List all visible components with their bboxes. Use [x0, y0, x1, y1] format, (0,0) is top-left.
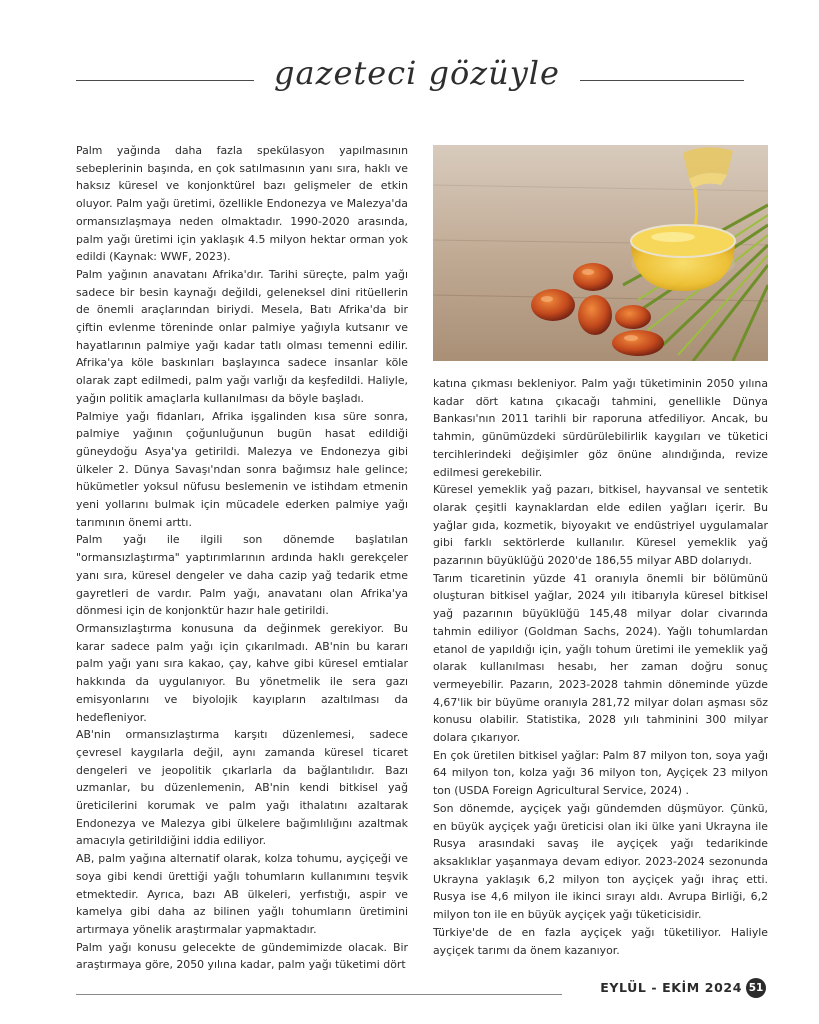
- paragraph: AB'nin ormansızlaştırma karşıtı düzenlemesi, sadece çevresel kaygılarla değil, aynı zamanda küresel ticaret dengeleri ve jeopolitik çıkarlarla da bağlantılıdır. Bazı uzmanlar, bu düzenlemenin, AB'nin kendi bitkisel yağ üreticilerini korumak ve palm yağı ithalatını azaltarak Endonezya ve Malezya gibi ülkelere bağımlılığını azaltmak amacıyla getirildiğini iddia ediliyor.: [76, 728, 408, 848]
- paragraph: AB, palm yağına alternatif olarak, kolza tohumu, ayçiçeği ve soya gibi kendi ürettiği yağlı tohumların kullanımını teşvik etmektedir. Ayrıca, bazı AB ülkeleri, yerfıstığı, aspir ve kamelya gibi daha az bilinen yağlı tohumların üretimini artırmaya yönelik araştırmalar yapmaktadır.: [76, 852, 408, 936]
- paragraph: Küresel yemeklik yağ pazarı, bitkisel, hayvansal ve sentetik olarak çeşitli kaynaklardan elde edilen yağları içerir. Bu yağlar gıda, kozmetik, biyoyakıt ve endüstriyel uygulamalar gibi farklı sektörlerde kullanılır. Küresel yemeklik yağ pazarının büyüklüğü 2020'de 186,55 milyar ABD dolarıydı.: [433, 483, 768, 568]
- palm-oil-illustration: [433, 145, 768, 361]
- paragraph: Palmiye yağı fidanları, Afrika işgalinden kısa süre sonra, palmiye yağının çoğunluğunun bugün hasat edildiği güneydoğu Asya'ya getirildi. Malezya ve Endonezya gibi ülkeler 2. Dünya Savaşı'ndan sonra bağımsız hale gelince; hükümetler yoksul nüfusu beslemenin ve istihdam etmenin yeni yollarını bulmak için mücadele ederken palmiye yağı tarımının önemi arttı.: [76, 409, 408, 529]
- paragraph: Tarım ticaretinin yüzde 41 oranıyla önemli bir bölümünü oluşturan bitkisel yağlar, 2024 yılı itibarıyla küresel bitkisel yağ pazarının büyüklüğü 145,48 milyar dolar civarında tahmin ediliyor (Goldman Sachs, 2024). Yağlı tohumlardan etanol de yapıldığı için, yağlı tohum üretimi ile yemeklik yağ olarak kullanılması hesabı, her zaman doğru sonuç vermeyebilir. Pazarın, 2023-2028 tahmin döneminde yüzde 4,67'lik bir büyüme oranıyla 281,72 milyar doları aşması söz konusu olabilir. Statistika, 2028 yılı tahminini 300 milyar dolara çıkarıyor.: [433, 571, 768, 745]
- paragraph: Son dönemde, ayçiçek yağı gündemden düşmüyor. Çünkü, en büyük ayçiçek yağı üreticisi olan iki ülke yani Ukrayna ile Rusya arasındaki savaş ile ayçiçek yağı tedarikinde aksaklıklar yaşanmaya devam ediyor. 2023-2024 sezonunda Ukrayna yaklaşık 6,2 milyon ton ayçiçek yağı ihraç etti. Rusya ise 4,6 milyon ile ikinci sırayı aldı. Avrupa Birliği, 6,2 milyon ton ile en büyük ayçiçek yağı tüketicisidir.: [433, 801, 768, 922]
- header-rule-right: [580, 80, 744, 81]
- footer-rule: [76, 994, 562, 995]
- page-number: 51: [746, 978, 766, 998]
- paragraph: Palm yağında daha fazla spekülasyon yapılmasının sebeplerinin başında, en çok satılmasının yanı sıra, haklı ve haksız küresel ve konjonktürel bazı gelişmeler de etkin oluyor. Palm yağı üretimi, özellikle Endonezya ve Malezya'da ormansızlaşmaya neden olmaktadır. 1990-2020 arasında, palm yağı üretimi için yaklaşık 4.5 milyon hektar orman yok edildi (Kaynak: WWF, 2023).: [76, 144, 408, 264]
- paragraph: Palm yağı konusu gelecekte de gündemimizde olacak. Bir araştırmaya göre, 2050 yılına kadar, palm yağı tüketimi dört: [76, 940, 408, 972]
- paragraph: katına çıkması bekleniyor. Palm yağı tüketiminin 2050 yılına kadar dört katına çıkacağı tahmini, genellikle Dünya Bankası'nın 2011 tarihli bir raporuna atfediliyor. Ancak, bu tahmin, günümüzdeki sürdürülebilirlik kaygıları ve tüketici tercihlerindeki değişimler göz önüne alındığında, revize edilmesi gerekebilir.: [433, 377, 768, 479]
- paragraph: Türkiye'de de en fazla ayçiçek yağı tüketiliyor. Haliyle ayçiçek tarımı da önem kazanıyor.: [433, 925, 768, 957]
- section-title: gazeteci gözüyle: [274, 54, 560, 92]
- paragraph: En çok üretilen bitkisel yağlar: Palm 87 milyon ton, soya yağı 64 milyon ton, kolza yağı 36 milyon ton, Ayçiçek 23 milyon ton (USDA Foreign Agricultural Service, 2024) .: [433, 748, 768, 798]
- header-rule-left: [76, 80, 254, 81]
- issue-date: EYLÜL - EKİM 2024: [600, 980, 742, 995]
- left-column: [76, 142, 408, 974]
- paragraph: Palm yağı ile ilgili son dönemde başlatılan "ormansızlaştırma" yaptırımlarının ardında haklı gerekçeler yanı sıra, küresel dengeler ve daha cazip yağ tedarik etme gayretleri de vardır. Palm yağı, anavatanı olan Afrika'ya dönmesi için de konjonktür hazır hale getirildi.: [76, 533, 408, 618]
- palm-oil-photo: [433, 145, 768, 361]
- paragraph: Ormansızlaştırma konusuna da değinmek gerekiyor. Bu karar sadece palm yağı için çıkarılmadı. AB'nin bu kararı palm yağı yanı sıra kakao, çay, kahve gibi küresel emtialar hakkında da uygulanıyor. Bu yönetmelik ile sera gazı emisyonlarını ve biyolojik kayıpların azaltılması da hedefleniyor.: [76, 621, 408, 724]
- right-column: [433, 375, 768, 959]
- paragraph: Palm yağının anavatanı Afrika'dır. Tarihi süreçte, palm yağı sadece bir besin kaynağı değildi, geleneksel dini ritüellerin de önemli araçlarından biriydi. Mesela, Batı Afrika'da bir çiftin evlenme töreninde onlar palmiye yağıyla kutsanır ve hayatlarının palmiye yağı kadar tatlı olması temenni edilir. Afrika'ya köle baskınları başlayınca sadece insanlar köle olarak zapt edilmedi, palm yağı varlığı da keşfedildi. Haliyle, yağın politik amaçlarla kullanılması da böyle başladı.: [76, 267, 408, 405]
